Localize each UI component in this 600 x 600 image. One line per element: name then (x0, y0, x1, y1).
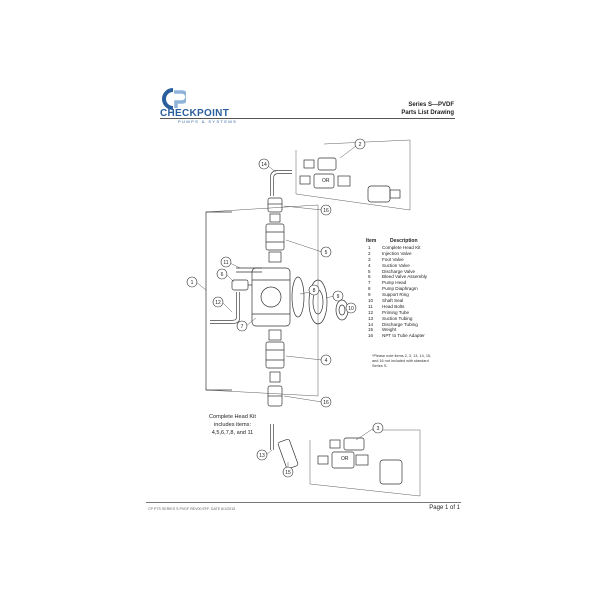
discharge-valve-part (266, 224, 284, 250)
part-number: 9 (368, 292, 371, 298)
part-description: Support Ring (382, 292, 409, 298)
part-number: 14 (368, 321, 374, 327)
part-description: Priming Tube (382, 309, 410, 315)
part-description: Shaft Seal (382, 298, 404, 304)
callout-16a: 16 (323, 208, 329, 214)
or-label-bottom: OR (341, 456, 349, 462)
callout-2: 2 (358, 142, 362, 148)
callout-1: 1 (190, 280, 194, 286)
part-number: 10 (368, 298, 374, 304)
part-number: 13 (368, 315, 374, 321)
callout-13: 13 (259, 453, 265, 459)
part-description: Head Bolts (382, 303, 405, 309)
callout-5: 5 (324, 250, 328, 256)
injection-valve-group-box (296, 140, 410, 210)
part-number: 2 (368, 250, 371, 256)
callout-11: 11 (223, 260, 229, 266)
parts-note: *Please note items 2, 3, 13, 14, 15, and 16 not included with standard Series S. (372, 354, 432, 369)
top-adapter-part (268, 198, 282, 212)
part-description: Injection Valve (382, 250, 412, 256)
discharge-tubing-part (272, 172, 292, 196)
description-column-header: Description (390, 238, 418, 244)
part-description: Pump Head (382, 280, 407, 286)
part-number: 4 (368, 262, 371, 268)
part-number: 16 (368, 333, 374, 339)
head-kit-note-line2: includes items: (214, 421, 251, 428)
footer-page-number: Page 1 of 1 (429, 505, 460, 511)
callout-16b: 16 (323, 400, 329, 406)
callout-4: 4 (324, 358, 328, 364)
callout-6: 6 (220, 272, 224, 278)
pump-diaphragm-part (292, 277, 304, 317)
or-label-top: OR (322, 178, 330, 184)
part-number: 7 (368, 280, 371, 286)
footer-document-code: CP PTS SERIES S PVDF REV00 EFF. DATE 6/1/2015 (148, 507, 236, 511)
callout-9: 9 (336, 294, 340, 300)
part-description: Bleed Valve Assembly (382, 274, 428, 280)
callout-12: 12 (215, 300, 221, 306)
part-description: Discharge Tubing (382, 321, 418, 327)
callout-10: 10 (348, 306, 354, 312)
callout-15: 15 (285, 470, 291, 476)
callout-7: 7 (240, 324, 244, 330)
priming-tube-part (210, 292, 238, 322)
part-description: Suction Tubing (382, 315, 413, 321)
logo-sub-text: PUMPS & SYSTEMS (178, 119, 238, 124)
part-number: 8 (368, 286, 371, 292)
part-number: 12 (368, 309, 374, 315)
part-number: 3 (368, 256, 371, 262)
part-description: Foot Valve (382, 256, 404, 262)
part-description: Discharge Valve (382, 268, 416, 274)
footer-rule (146, 502, 461, 503)
part-description: NPT to Tube Adapter (382, 333, 425, 339)
part-description: Pump Diaphragm (382, 286, 418, 292)
part-number: 15 (368, 327, 374, 333)
bleed-valve-part (232, 280, 248, 290)
head-kit-note-line1: Complete Head Kit (209, 414, 256, 420)
part-description: Weight (382, 327, 397, 333)
callout-14: 14 (261, 162, 267, 168)
callout-8: 8 (312, 288, 316, 294)
item-column-header: Item (366, 238, 377, 244)
head-kit-note-line3: 4,5,6,7,8, and 11 (211, 429, 254, 436)
foot-valve-group-box (310, 430, 420, 496)
series-title: Series S—PVDF (408, 102, 454, 108)
pump-head-part (252, 268, 290, 326)
callout-3: 3 (376, 426, 380, 432)
part-number: 6 (368, 274, 371, 280)
part-number: 11 (368, 303, 373, 309)
foot-valve-part (380, 460, 402, 484)
logo-brand-text: CHECKPOINT (160, 108, 230, 119)
injection-valve-part (368, 186, 390, 202)
document-title: Parts List Drawing (401, 110, 454, 116)
head-kit-note (190, 414, 275, 437)
part-description: Suction Valve (382, 262, 410, 268)
part-description: Complete Head Kit (382, 245, 421, 250)
part-number: 1 (368, 245, 371, 250)
part-number: 5 (368, 268, 371, 274)
suction-valve-part (266, 342, 284, 368)
